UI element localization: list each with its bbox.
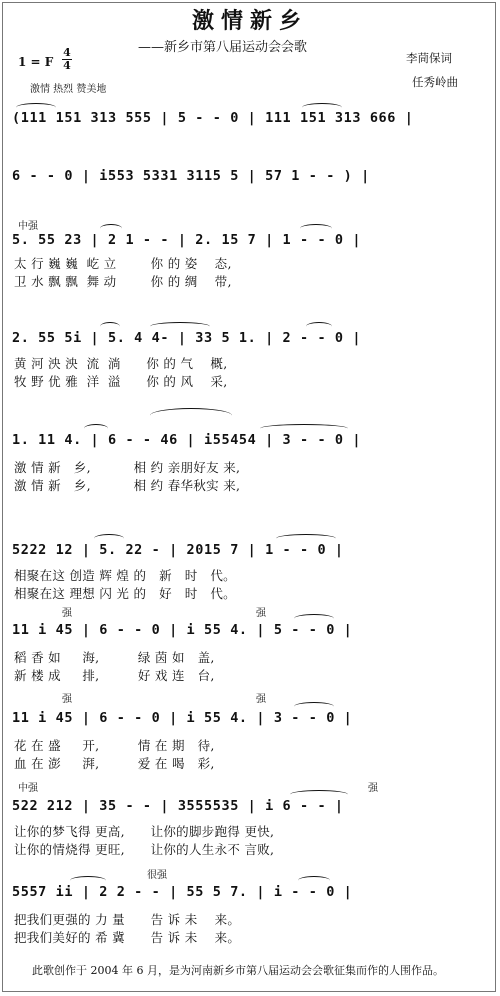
lyric-line: 花 在 盛 开, 情 在 期 待, (14, 738, 215, 753)
dynamic-mark: 强 (256, 608, 266, 619)
lyric-line: 激 情 新 乡, 相 约 春华秋实 来, (14, 478, 241, 493)
lyricist-credit: 李茼保词 (406, 51, 452, 65)
dynamic-mark: 强 (62, 694, 72, 705)
slur-mark (294, 702, 334, 711)
score-line-1: (111 151 313 555 | 5 - - 0 | 111 151 313 666 | (12, 110, 414, 126)
lyric-line: 新 楼 成 排, 好 戏 连 台, (14, 668, 215, 683)
slur-mark (294, 614, 334, 623)
footer-note: 此歌创作于 2004 年 6 月，是为河南新乡市第八届运动会会歌征集而作的人围作品。 (32, 964, 444, 977)
lyric-line: 牧 野 优 雅 洋 溢 你 的 风 采, (14, 374, 228, 389)
dynamic-mark: 中强 (18, 783, 38, 794)
slur-mark (298, 876, 330, 885)
slur-mark (150, 322, 210, 331)
slur-mark (70, 876, 106, 885)
lyric-line: 太 行 巍 巍 屹 立 你 的 姿 态, (14, 256, 232, 271)
time-signature (62, 47, 72, 72)
song-subtitle: ——新乡市第八届运动会会歌 (138, 40, 308, 55)
lyric-line: 黄 河 泱 泱 流 淌 你 的 气 概, (14, 356, 228, 371)
slur-mark (100, 224, 122, 233)
composer-credit: 任秀岭曲 (412, 75, 458, 89)
score-line-4: 2. 55 5i | 5. 4 4- | 33 5 1. | 2 - - 0 | (12, 330, 362, 346)
time-signature-bottom: 4 (63, 59, 71, 72)
lyric-line: 血 在 澎 湃, 爱 在 喝 彩, (14, 756, 215, 771)
dynamic-mark: 很强 (147, 870, 167, 881)
slur-mark (302, 103, 342, 112)
slur-mark (100, 322, 120, 331)
lyric-line: 卫 水 飘 飘 舞 动 你 的 绸 带, (14, 274, 232, 289)
slur-mark (16, 103, 56, 112)
slur-mark (150, 408, 232, 423)
slur-mark (84, 424, 108, 433)
lyric-line: 稻 香 如 海, 绿 茵 如 盖, (14, 650, 215, 665)
slur-mark (260, 424, 348, 433)
score-line-3: 5. 55 23 | 2 1 - - | 2. 15 7 | 1 - - 0 | (12, 232, 362, 248)
slur-mark (306, 322, 332, 331)
lyric-line: 激 情 新 乡, 相 约 亲朋好友 来, (14, 460, 241, 475)
dynamic-mark: 强 (368, 783, 378, 794)
song-title: 激情新乡 (191, 8, 308, 34)
lyric-line: 让你的情烧得 更旺, 让你的人生永不 言败, (14, 842, 275, 857)
lyric-line: 把我们更强的 力 量 告 诉 未 来。 (14, 912, 241, 927)
lyric-line: 把我们美好的 希 冀 告 诉 未 来。 (14, 930, 241, 945)
lyric-line: 相聚在这 理想 闪 光 的 好 时 代。 (14, 586, 236, 601)
lyric-line: 相聚在这 创造 辉 煌 的 新 时 代。 (14, 568, 236, 583)
score-line-5: 1. 11 4. | 6 - - 46 | i55454 | 3 - - 0 | (12, 432, 362, 448)
tempo-marking: 激情 热烈 赞美地 (30, 84, 107, 95)
lyric-line: 让你的梦飞得 更高, 让你的脚步跑得 更快, (14, 824, 275, 839)
score-line-7: 11 i 45 | 6 - - 0 | i 55 4. | 5 - - 0 | (12, 622, 353, 638)
score-line-10: 5557 ii | 2 2 - - | 55 5 7. | i - - 0 | (12, 884, 353, 900)
slur-mark (94, 534, 124, 543)
slur-mark (290, 790, 348, 799)
score-line-2: 6 - - 0 | i553 5331 3115 5 | 57 1 - - ) | (12, 168, 370, 184)
score-line-6: 5222 12 | 5. 22 - | 2015 7 | 1 - - 0 | (12, 542, 344, 558)
time-signature-top: 4 (63, 46, 71, 59)
key-signature: 1 = F (18, 55, 54, 69)
dynamic-mark: 强 (256, 694, 266, 705)
slur-mark (300, 224, 332, 233)
score-line-8: 11 i 45 | 6 - - 0 | i 55 4. | 3 - - 0 | (12, 710, 353, 726)
slur-mark (276, 534, 336, 543)
score-line-9: 522 212 | 35 - - | 3555535 | i 6 - - | (12, 798, 344, 814)
dynamic-mark: 强 (62, 608, 72, 619)
dynamic-mark: 中强 (18, 221, 38, 232)
